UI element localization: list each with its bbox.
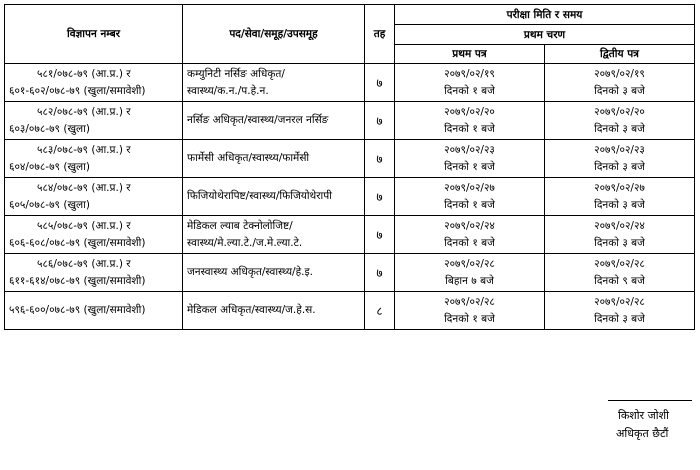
paper2-time: दिनको ३ बजे: [594, 122, 645, 135]
post-cell: [183, 140, 365, 178]
table-row: [5, 254, 695, 292]
paper2-cell: [545, 178, 695, 216]
paper1-date: २०७९/०२/२८: [444, 295, 495, 308]
header-paper2: द्वितीय पत्र: [545, 45, 695, 64]
paper1-date: २०७९/०२/२७: [444, 181, 495, 194]
level-cell: ७: [365, 178, 395, 216]
paper2-cell: [545, 64, 695, 102]
table-body: [5, 64, 695, 330]
header-post: पद/सेवा/समूह/उपसमूह: [183, 5, 365, 64]
paper1-cell: [395, 102, 545, 140]
paper2-date: २०७९/०२/२७: [594, 181, 645, 194]
paper2-date: २०७९/०२/२४: [594, 219, 645, 232]
header-exam-datetime: परीक्षा मिति र समय: [395, 5, 695, 25]
post-cell: [183, 102, 365, 140]
post-line1: मेडिकल ल्याब टेक्नोलोजिष्ट/: [187, 219, 293, 232]
header-paper1: प्रथम पत्र: [395, 45, 545, 64]
paper1-time: बिहान ७ बजे: [445, 274, 494, 287]
paper2-cell: [545, 254, 695, 292]
paper2-time: दिनको ३ बजे: [594, 236, 645, 249]
post-line1: कम्युनिटी नर्सिङ अधिकृत/: [187, 67, 285, 80]
post-cell: [183, 216, 365, 254]
paper1-time: दिनको १ बजे: [444, 84, 495, 97]
ad-number-line2: ६०४/०७८-७९ (खुला): [9, 160, 90, 173]
paper1-date: २०७९/०२/२४: [444, 219, 495, 232]
table-row: [5, 216, 695, 254]
paper1-date: २०७९/०२/१९: [444, 67, 495, 80]
ad-number-line2: ६०६-६०८/०७८-७९ (खुला/समावेशी): [9, 236, 146, 249]
level-cell: ७: [365, 64, 395, 102]
paper2-date: २०७९/०२/२३: [594, 143, 645, 156]
paper2-time: दिनको ३ बजे: [594, 312, 645, 325]
paper1-cell: [395, 140, 545, 178]
post-line1: जनस्वास्थ्य अधिकृत/स्वास्थ्य/हे.इ.: [187, 266, 314, 278]
level-cell: ७: [365, 216, 395, 254]
table-row: [5, 102, 695, 140]
paper1-time: दिनको १ बजे: [444, 160, 495, 173]
paper2-cell: [545, 292, 695, 330]
exam-schedule-table: [4, 4, 695, 330]
ad-number-line1: ५८२/०७८-७९ (आ.प्र.) र: [37, 105, 131, 118]
post-cell: [183, 64, 365, 102]
level-cell: ७: [365, 102, 395, 140]
post-line1: फिजियोथेरापिष्ट/स्वास्थ्य/फिजियोथेरापी: [187, 190, 332, 202]
paper2-cell: [545, 140, 695, 178]
paper1-cell: [395, 64, 545, 102]
post-line1: मेडिकल अधिकृत/स्वास्थ्य/ज.हे.स.: [187, 304, 316, 316]
table-row: [5, 292, 695, 330]
ad-number-cell: [5, 178, 183, 216]
ad-number-cell: [5, 292, 183, 330]
post-cell: [183, 254, 365, 292]
paper1-time: दिनको १ बजे: [444, 236, 495, 249]
ad-number-cell: [5, 254, 183, 292]
post-line2: स्वास्थ्य/मे.ल्या.टे./ज.मे.ल्या.टे.: [187, 236, 303, 249]
ad-number-cell: [5, 140, 183, 178]
ad-number-line2: ६०१-६०२/०७८-७९ (खुला/समावेशी): [9, 84, 146, 97]
ad-number-line1: ५८३/०७८-७९ (आ.प्र.) र: [37, 143, 131, 156]
post-line1: फार्मेसी अधिकृत/स्वास्थ्य/फार्मेसी: [187, 152, 310, 164]
paper1-cell: [395, 178, 545, 216]
signatory-title: अधिकृत छैटौं: [616, 427, 669, 440]
paper2-cell: [545, 216, 695, 254]
level-cell: ७: [365, 254, 395, 292]
signature-block: [608, 400, 692, 443]
header-phase: प्रथम चरण: [395, 25, 695, 45]
post-cell: [183, 178, 365, 216]
ad-number-line1: ५८४/०७८-७९ (आ.प्र.) र: [37, 181, 131, 194]
ad-number-line1: ५८६/०७८-७९ (आ.प्र.) र: [37, 257, 131, 270]
ad-number-cell: [5, 216, 183, 254]
paper2-time: दिनको ३ बजे: [594, 198, 645, 211]
ad-number-cell: [5, 64, 183, 102]
paper2-date: २०७९/०२/२८: [594, 295, 645, 308]
header-ad-no: विज्ञापन नम्बर: [5, 5, 183, 64]
paper1-date: २०७९/०२/२३: [444, 143, 495, 156]
paper2-time: दिनको ९ बजे: [594, 274, 645, 287]
paper1-time: दिनको १ बजे: [444, 198, 495, 211]
paper1-cell: [395, 292, 545, 330]
ad-number-line2: ६११-६१४/०७८-७९ (खुला/समावेशी): [9, 274, 146, 287]
ad-number-line1: ५८१/०७८-७९ (आ.प्र.) र: [37, 67, 131, 80]
signature-line: [608, 400, 692, 401]
post-cell: [183, 292, 365, 330]
paper1-date: २०७९/०२/२०: [444, 105, 495, 118]
post-line1: नर्सिङ अधिकृत/स्वास्थ्य/जनरल नर्सिङ: [187, 114, 329, 126]
header-level: तह: [365, 5, 395, 64]
paper2-date: २०७९/०२/२०: [594, 105, 645, 118]
paper2-time: दिनको ३ बजे: [594, 84, 645, 97]
paper2-date: २०७९/०२/१९: [594, 67, 645, 80]
paper2-cell: [545, 102, 695, 140]
ad-number-line2: ६०५/०७८-७९ (खुला): [9, 198, 90, 211]
table-row: [5, 140, 695, 178]
signatory-name: किशोर जोशी: [618, 409, 669, 422]
level-cell: ७: [365, 140, 395, 178]
paper2-date: २०७९/०२/२८: [594, 257, 645, 270]
post-line2: स्वास्थ्य/क.न./प.हे.न.: [187, 84, 269, 97]
table-row: [5, 178, 695, 216]
paper1-cell: [395, 216, 545, 254]
paper2-time: दिनको ३ बजे: [594, 160, 645, 173]
paper1-time: दिनको १ बजे: [444, 312, 495, 325]
paper1-cell: [395, 254, 545, 292]
level-cell: ८: [365, 292, 395, 330]
ad-number-cell: [5, 102, 183, 140]
paper1-date: २०७९/०२/२८: [444, 257, 495, 270]
table-row: [5, 64, 695, 102]
ad-number-line2: ६०३/०७८-७९ (खुला): [9, 122, 90, 135]
ad-number-line2: ५९६-६००/०७८-७९ (खुला/समावेशी): [9, 304, 146, 316]
ad-number-line1: ५८५/०७८-७९ (आ.प्र.) र: [37, 219, 131, 232]
paper1-time: दिनको १ बजे: [444, 122, 495, 135]
